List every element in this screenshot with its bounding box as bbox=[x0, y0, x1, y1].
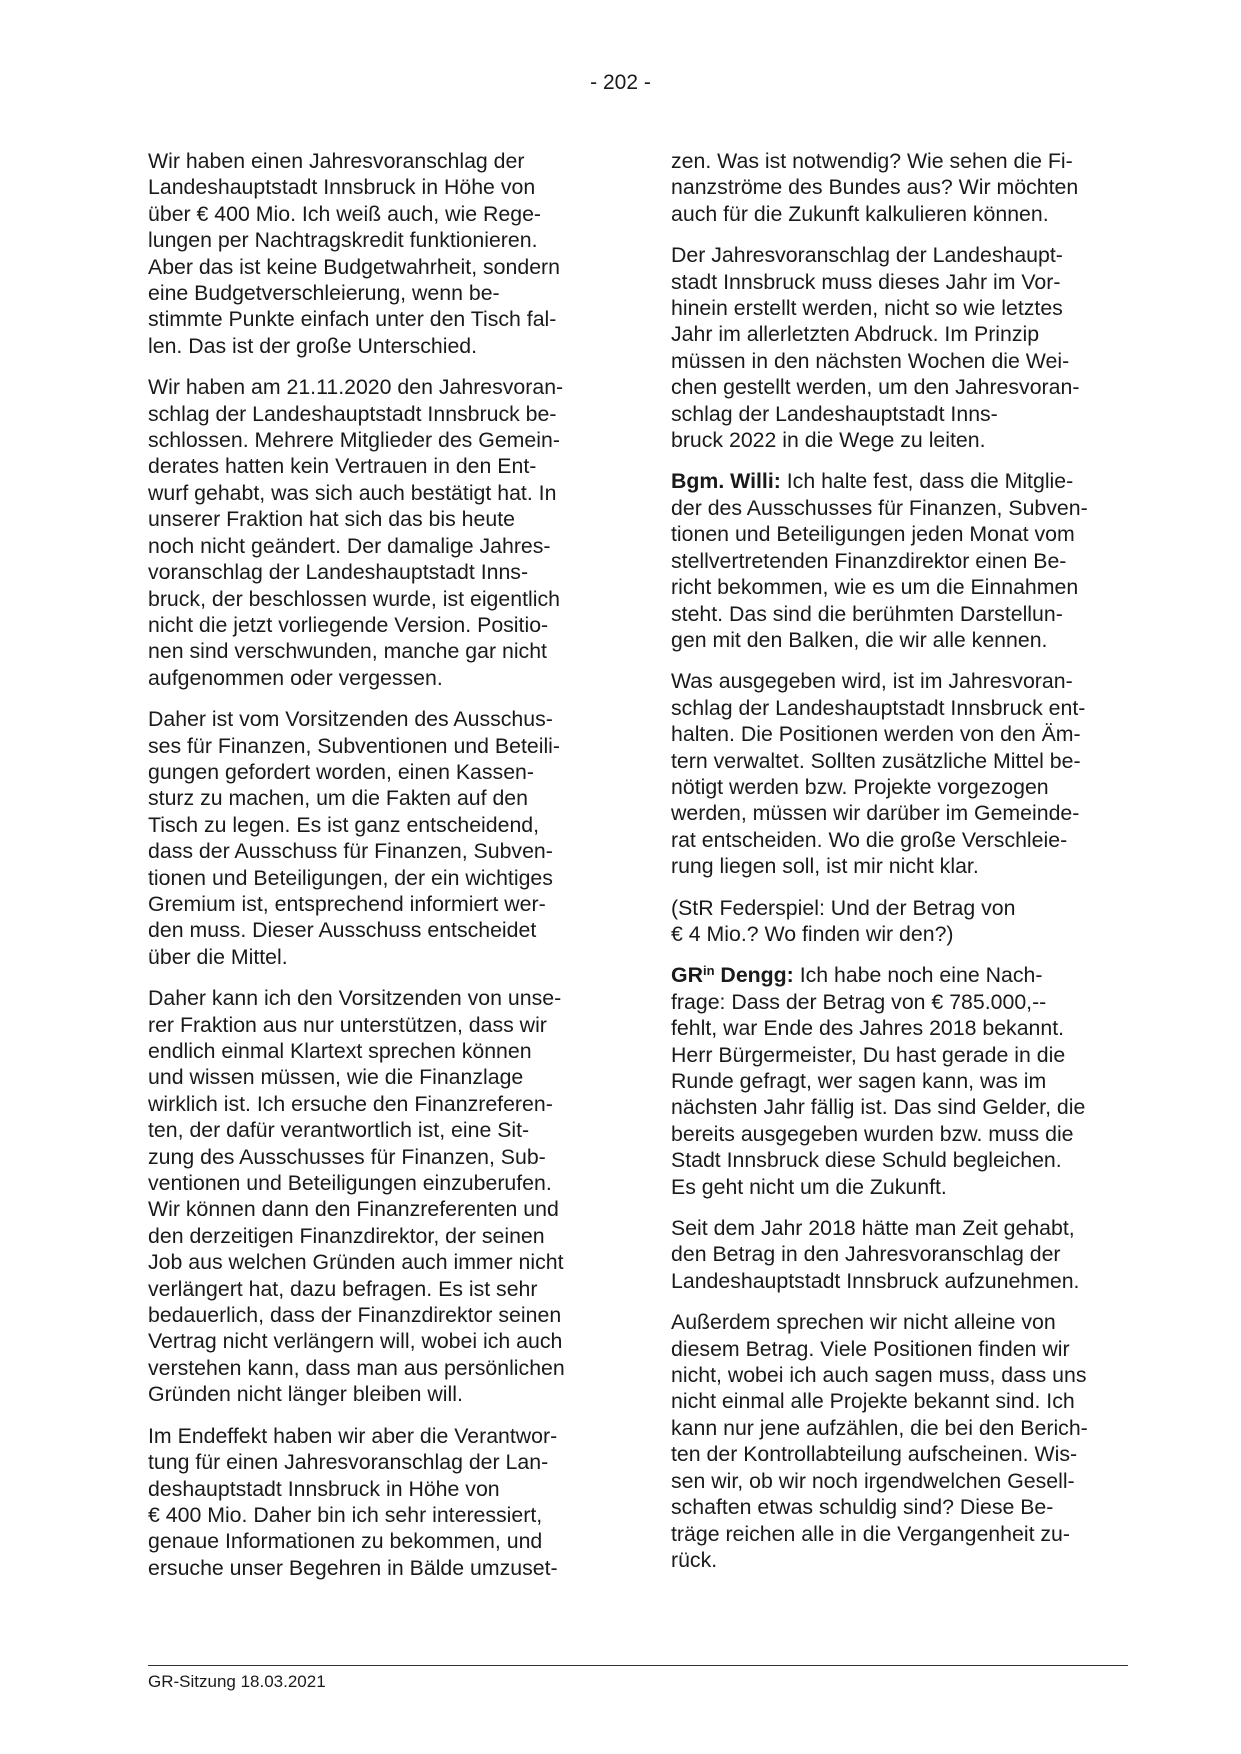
text-line: chen gestellt werden, um den Jahresvoran- bbox=[671, 375, 1080, 400]
text-line: unserer Fraktion hat sich das bis heute bbox=[148, 507, 515, 532]
right-text-column bbox=[671, 148, 1121, 1588]
text-line: über die Mittel. bbox=[148, 944, 288, 969]
text-line: stimmte Punkte einfach unter den Tisch fal- bbox=[148, 307, 557, 332]
text-line: Daher kann ich den Vorsitzenden von unse- bbox=[148, 986, 562, 1011]
text-line: Im Endeffekt haben wir aber die Verantwor- bbox=[148, 1423, 558, 1448]
text-line: schlag der Landeshauptstadt Innsbruck be- bbox=[148, 401, 557, 426]
text-line: Was ausgegeben wird, ist im Jahresvoran- bbox=[671, 669, 1073, 694]
paragraph bbox=[671, 148, 1121, 227]
text-line: gungen gefordert worden, einen Kassen- bbox=[148, 759, 534, 784]
paragraph bbox=[148, 148, 598, 359]
text-line: kann nur jene aufzählen, die bei den Berich- bbox=[671, 1415, 1088, 1440]
text-line: nötigt werden bzw. Projekte vorgezogen bbox=[671, 774, 1049, 799]
speaker-name bbox=[671, 963, 794, 987]
text-line: den Betrag in den Jahresvoranschlag der bbox=[671, 1242, 1061, 1267]
text-line: Gründen nicht länger bleiben will. bbox=[148, 1382, 463, 1407]
text-line: sturz zu machen, um die Fakten auf den bbox=[148, 786, 528, 811]
speaker-name bbox=[671, 469, 781, 493]
speaker-superscript: in bbox=[702, 963, 715, 979]
paragraph bbox=[148, 1423, 598, 1581]
text-line: ten der Kontrollabteilung aufscheinen. Wis- bbox=[671, 1442, 1078, 1467]
text-line: hinein erstellt werden, nicht so wie letztes bbox=[671, 296, 1063, 321]
text-line: eine Budgetverschleierung, wenn be- bbox=[148, 281, 500, 306]
text-line: halten. Die Positionen werden von den Äm- bbox=[671, 722, 1081, 747]
text-line bbox=[671, 468, 1121, 494]
text-line: bruck 2022 in die Wege zu leiten. bbox=[671, 428, 986, 453]
text-line: Tisch zu legen. Es ist ganz entscheidend, bbox=[148, 812, 540, 837]
text-line: Es geht nicht um die Zukunft. bbox=[671, 1174, 947, 1199]
text-line: wurf gehabt, was sich auch bestätigt hat. In bbox=[148, 480, 557, 505]
text-line: gen mit den Balken, die wir alle kennen. bbox=[671, 627, 1048, 652]
text-line: der des Ausschusses für Finanzen, Subven- bbox=[671, 495, 1088, 520]
speaker-surname: Dengg: bbox=[714, 963, 794, 988]
text-line: tionen und Beteiligungen jeden Monat vom bbox=[671, 522, 1075, 547]
text-line: frage: Dass der Betrag von € 785.000,-- bbox=[671, 989, 1047, 1014]
text-line: voranschlag der Landeshauptstadt Inns- bbox=[148, 560, 529, 585]
text-line: zen. Was ist notwendig? Wie sehen die Fi- bbox=[671, 149, 1073, 173]
text-line: verstehen kann, dass man aus persönlichen bbox=[148, 1355, 565, 1380]
text-line: steht. Das sind die berühmten Darstellun- bbox=[671, 601, 1063, 626]
text-line: Der Jahresvoranschlag der Landeshaupt- bbox=[671, 243, 1063, 268]
paragraph bbox=[671, 895, 1121, 948]
text-line: tung für einen Jahresvoranschlag der Lan- bbox=[148, 1450, 549, 1475]
text-line: träge reichen alle in die Vergangenheit zu- bbox=[671, 1521, 1070, 1546]
text-line: Seit dem Jahr 2018 hätte man Zeit gehabt, bbox=[671, 1216, 1075, 1241]
text-line: Aber das ist keine Budgetwahrheit, sondern bbox=[148, 254, 560, 279]
paragraph bbox=[671, 242, 1121, 453]
text-line: bruck, der beschlossen wurde, ist eigentlich bbox=[148, 586, 560, 611]
text-line: Stadt Innsbruck diese Schuld begleichen. bbox=[671, 1148, 1062, 1173]
text-line: Jahr im allerletzten Abdruck. Im Prinzip bbox=[671, 322, 1040, 347]
text-line: müssen in den nächsten Wochen die Wei- bbox=[671, 348, 1070, 373]
text-line: derates hatten kein Vertrauen in den Ent- bbox=[148, 454, 537, 479]
text-line: ten, der dafür verantwortlich ist, eine Sit- bbox=[148, 1118, 530, 1143]
text-line: nen sind verschwunden, manche gar nicht bbox=[148, 639, 547, 664]
text-line: Runde gefragt, wer sagen kann, was im bbox=[671, 1069, 1047, 1093]
text-line: richt bekommen, wie es um die Einnahmen bbox=[671, 575, 1079, 600]
text-line: und wissen müssen, wie die Finanzlage bbox=[148, 1065, 524, 1090]
text-line: über € 400 Mio. Ich weiß auch, wie Rege- bbox=[148, 201, 542, 226]
text-line: verlängert hat, dazu befragen. Es ist sehr bbox=[148, 1276, 538, 1301]
text-line: € 400 Mio. Daher bin ich sehr interessiert, bbox=[148, 1502, 543, 1527]
text-line: bereits ausgegeben wurden bzw. muss die bbox=[671, 1121, 1074, 1146]
text-line: noch nicht geändert. Der damalige Jahres- bbox=[148, 533, 551, 558]
text-line: nicht einmal alle Projekte bekannt sind. Ich bbox=[671, 1389, 1075, 1414]
text-line: Landeshauptstadt Innsbruck in Höhe von bbox=[148, 175, 536, 200]
text-line: Außerdem sprechen wir nicht alleine von bbox=[671, 1310, 1056, 1335]
text-line: ventionen und Beteiligungen einzuberufen. bbox=[148, 1171, 552, 1196]
paragraph bbox=[671, 468, 1121, 653]
text-line: schlossen. Mehrere Mitglieder des Gemein- bbox=[148, 428, 560, 453]
text-line: Gremium ist, entsprechend informiert wer- bbox=[148, 891, 546, 916]
text-line: genaue Informationen zu bekommen, und bbox=[148, 1529, 543, 1554]
text-line: Herr Bürgermeister, Du hast gerade in die bbox=[671, 1042, 1066, 1067]
text-line: Wir haben einen Jahresvoranschlag der bbox=[148, 149, 525, 173]
paragraph bbox=[671, 668, 1121, 879]
text-line: den muss. Dieser Ausschuss entscheidet bbox=[148, 918, 537, 943]
text-line: auch für die Zukunft kalkulieren können. bbox=[671, 201, 1049, 226]
text-line: wirklich ist. Ich ersuche den Finanzreferen- bbox=[148, 1091, 553, 1116]
text-line: ersuche unser Begehren in Bälde umzuset- bbox=[148, 1555, 558, 1580]
text-line: Job aus welchen Gründen auch immer nicht bbox=[148, 1250, 564, 1275]
line-text: Ich halte fest, dass die Mitglie- bbox=[780, 469, 1074, 494]
footer-session-date: GR-Sitzung 18.03.2021 bbox=[148, 1672, 326, 1691]
text-line: aufgenommen oder vergessen. bbox=[148, 665, 443, 690]
text-line: Daher ist vom Vorsitzenden des Ausschus- bbox=[148, 707, 553, 732]
text-line: bedauerlich, dass der Finanzdirektor seinen bbox=[148, 1303, 562, 1328]
text-line: Vertrag nicht verlängern will, wobei ich auch bbox=[148, 1329, 563, 1354]
paragraph bbox=[671, 962, 1121, 1200]
paragraph bbox=[148, 706, 598, 970]
text-line: werden, müssen wir darüber im Gemeinde- bbox=[671, 801, 1080, 826]
left-text-column bbox=[148, 148, 598, 1596]
text-line: schlag der Landeshauptstadt Innsbruck ent- bbox=[671, 695, 1086, 720]
text-line: rat entscheiden. Wo die große Verschleie- bbox=[671, 827, 1068, 852]
text-line: Wir haben am 21.11.2020 den Jahresvoran- bbox=[148, 375, 564, 400]
text-line: rück. bbox=[671, 1547, 718, 1572]
line-text: Ich habe noch eine Nach- bbox=[793, 963, 1043, 988]
text-line: zung des Ausschusses für Finanzen, Sub- bbox=[148, 1144, 546, 1169]
text-line: schaften etwas schuldig sind? Diese Be- bbox=[671, 1495, 1054, 1520]
text-line: nächsten Jahr fällig ist. Das sind Gelder, die bbox=[671, 1095, 1086, 1120]
footer-divider bbox=[148, 1665, 1128, 1666]
text-line: tern verwaltet. Sollten zusätzliche Mittel be- bbox=[671, 748, 1081, 773]
text-line: rung liegen soll, ist mir nicht klar. bbox=[671, 854, 979, 879]
text-line: Wir können dann den Finanzreferenten und bbox=[148, 1197, 559, 1222]
page-number: - 202 - bbox=[590, 71, 651, 94]
paragraph bbox=[671, 1309, 1121, 1573]
text-line: sen wir, ob wir noch irgendwelchen Gesell- bbox=[671, 1468, 1075, 1493]
text-line: den derzeitigen Finanzdirektor, der seinen bbox=[148, 1223, 545, 1248]
text-line: endlich einmal Klartext sprechen können bbox=[148, 1039, 532, 1063]
text-line: diesem Betrag. Viele Positionen finden wir bbox=[671, 1336, 1070, 1361]
text-line: stellvertretenden Finanzdirektor einen Be- bbox=[671, 548, 1067, 573]
text-line: € 4 Mio.? Wo finden wir den?) bbox=[671, 921, 954, 946]
text-line: rer Fraktion aus nur unterstützen, dass wir bbox=[148, 1012, 547, 1037]
text-line: ses für Finanzen, Subventionen und Beteili- bbox=[148, 733, 560, 758]
text-line bbox=[671, 962, 1121, 988]
text-line: Landeshauptstadt Innsbruck aufzunehmen. bbox=[671, 1268, 1080, 1293]
text-line: schlag der Landeshauptstadt Inns- bbox=[671, 401, 998, 426]
text-line: len. Das ist der große Unterschied. bbox=[148, 333, 478, 358]
text-line: dass der Ausschuss für Finanzen, Subven- bbox=[148, 839, 553, 864]
text-line: nicht die jetzt vorliegende Version. Positio- bbox=[148, 612, 549, 637]
paragraph bbox=[671, 1215, 1121, 1294]
text-line: deshauptstadt Innsbruck in Höhe von bbox=[148, 1476, 500, 1501]
speaker-label: Bgm. Willi: bbox=[671, 469, 781, 494]
paragraph bbox=[148, 374, 598, 691]
text-line: tionen und Beteiligungen, der ein wichtiges bbox=[148, 865, 553, 890]
text-line: lungen per Nachtragskredit funktionieren. bbox=[148, 228, 538, 253]
speaker-label: GR bbox=[671, 963, 703, 988]
paragraph bbox=[148, 985, 598, 1408]
text-line: fehlt, war Ende des Jahres 2018 bekannt. bbox=[671, 1016, 1065, 1041]
text-line: nanzströme des Bundes aus? Wir möchten bbox=[671, 175, 1079, 200]
text-line: nicht, wobei ich auch sagen muss, dass uns bbox=[671, 1363, 1087, 1388]
text-line: (StR Federspiel: Und der Betrag von bbox=[671, 895, 1016, 920]
text-line: stadt Innsbruck muss dieses Jahr im Vor- bbox=[671, 269, 1061, 294]
